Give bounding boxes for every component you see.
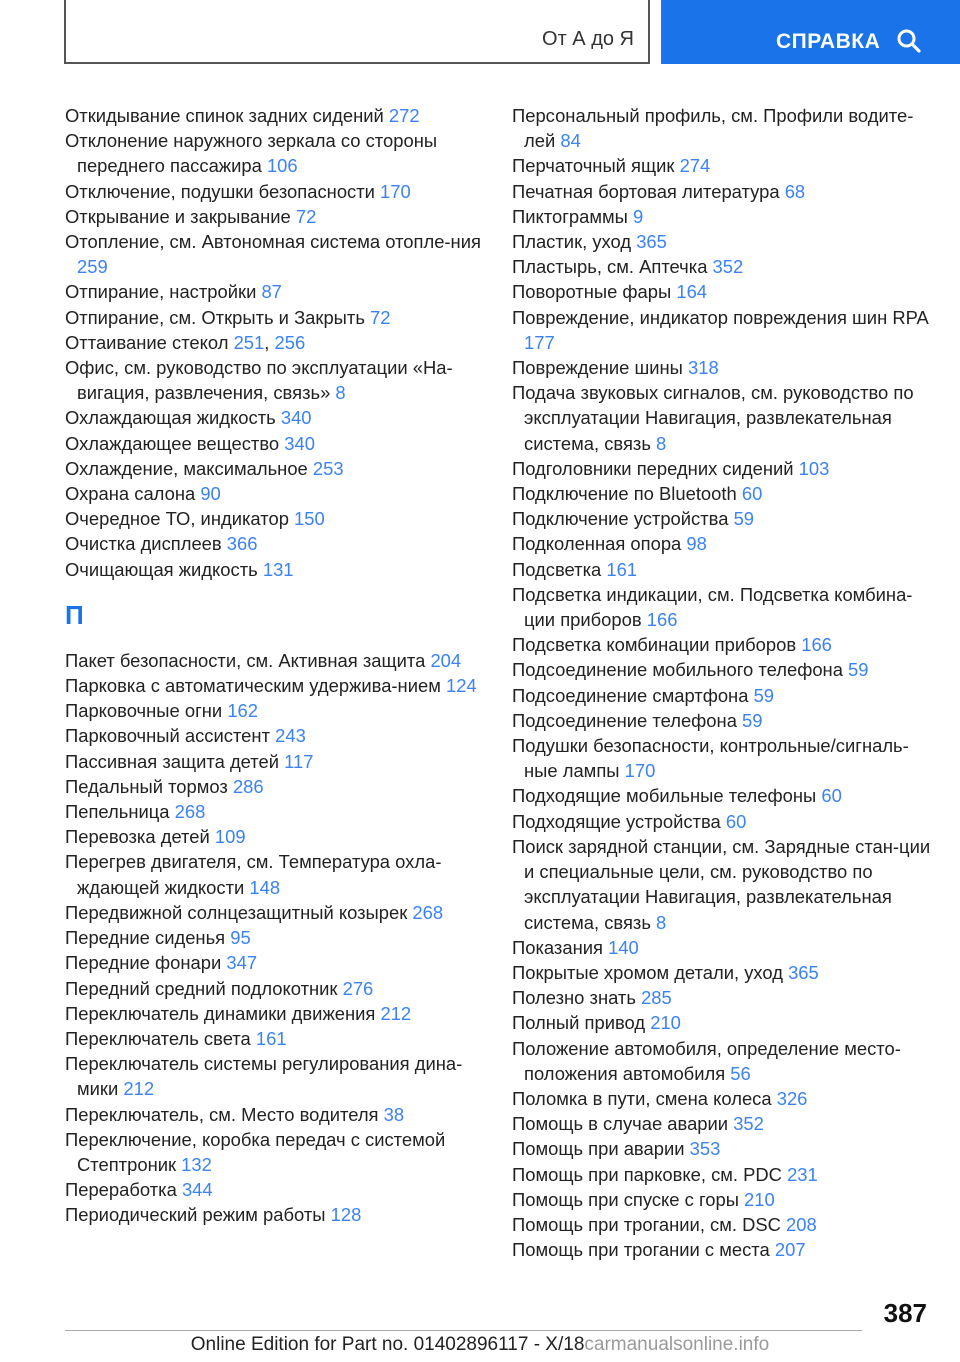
entry-term: Пепельница [65, 801, 175, 823]
entry-term: Подключение устройства [512, 508, 734, 530]
index-entry [65, 849, 485, 899]
entry-term: Покрытые хромом детали, уход [512, 961, 789, 983]
index-entry [512, 254, 937, 279]
page-link[interactable]: 87 [261, 281, 282, 303]
page-link[interactable]: 326 [776, 1087, 808, 1109]
page-link[interactable]: 59 [848, 659, 869, 681]
index-entry [65, 774, 485, 799]
page-link[interactable]: 253 [312, 457, 344, 479]
entry-term: Подходящие мобильные телефоны [512, 785, 822, 807]
search-icon[interactable] [896, 28, 922, 54]
entry-term: Оттаивание стекол [65, 331, 234, 353]
entry-term: Отклонение наружного зеркала со стороны переднего пассажира [65, 130, 438, 177]
page-link[interactable]: 84 [560, 130, 581, 152]
index-entry [65, 506, 485, 531]
index-entry [512, 683, 937, 708]
index-entry [512, 1111, 937, 1136]
index-entry [512, 481, 937, 506]
page-link[interactable]: 8 [335, 382, 346, 404]
entry-term: Передний средний подлокотник [65, 977, 343, 999]
page-link[interactable]: 268 [412, 901, 444, 923]
entry-term: Подключение по Bluetooth [512, 483, 742, 505]
entry-term: Подсветка комбинации приборов [512, 634, 802, 656]
page-link[interactable]: 347 [226, 952, 258, 974]
entry-term: Открывание и закрывание [65, 205, 296, 227]
page-link[interactable]: 8 [656, 432, 667, 454]
page-link[interactable]: 272 [388, 105, 420, 126]
page-link[interactable]: 164 [676, 281, 708, 303]
index-entry [65, 204, 485, 229]
index-entry [65, 279, 485, 304]
index-entry [65, 557, 485, 582]
index-entry [512, 229, 937, 254]
page-link[interactable]: 208 [786, 1213, 817, 1235]
page-link[interactable]: 340 [284, 432, 315, 454]
index-entry [512, 809, 937, 834]
page-link[interactable]: 150 [294, 508, 325, 530]
index-entry [65, 128, 485, 178]
index-entry [512, 834, 937, 935]
index-entry [512, 1162, 937, 1187]
footer [0, 1334, 960, 1362]
entry-term: Откидывание спинок задних сидений [65, 105, 389, 126]
entry-term: Помощь при трогании, см. DSC [512, 1213, 787, 1235]
page-link[interactable]: 59 [742, 709, 763, 731]
page-link[interactable]: 353 [689, 1138, 721, 1160]
index-entry [65, 723, 485, 748]
entry-term: Очистка дисплеев [65, 533, 227, 555]
help-tab-label: СПРАВКА [776, 30, 881, 53]
entry-term: Переключатель, см. Место водителя [65, 1103, 384, 1125]
entry-term: Очищающая жидкость [65, 558, 263, 580]
entry-term: Охрана салона [65, 483, 201, 505]
index-entry [512, 733, 937, 783]
entry-term: Охлаждение, максимальное [65, 457, 313, 479]
entry-term: Помощь при парковке, см. PDC [512, 1163, 788, 1185]
entry-term: Очередное ТО, индикатор [65, 508, 295, 530]
index-column-right [512, 103, 937, 1262]
entry-term: Переработка [65, 1179, 182, 1201]
entry-term: Пиктограммы [512, 205, 633, 227]
index-entry [65, 1051, 485, 1101]
entry-term: Помощь при спуске с горы [512, 1188, 745, 1210]
page-link[interactable]: 170 [624, 760, 656, 782]
entry-term: Перчаточный ящик [512, 155, 680, 177]
entry-term: Полный привод [512, 1012, 651, 1034]
entries-p-continued [512, 103, 937, 1262]
entry-term: Поворотные фары [512, 281, 677, 303]
index-entry [512, 1086, 937, 1111]
page-link[interactable]: 103 [798, 457, 830, 479]
entry-term: Помощь при трогании с места [512, 1239, 775, 1261]
page-link[interactable]: 352 [712, 256, 744, 278]
index-entry [512, 657, 937, 682]
entry-term: Отпирание, настройки [65, 281, 262, 303]
index-entry [65, 749, 485, 774]
entry-term: Переключатель системы регулирования дина-мики [65, 1053, 463, 1100]
page-link[interactable]: 8 [656, 911, 667, 933]
index-entry [512, 506, 937, 531]
page-link[interactable]: 212 [380, 1002, 412, 1024]
entry-term: Пакет безопасности, см. Активная защита [65, 649, 431, 671]
entry-term: Повреждение шины [512, 357, 689, 379]
page-separator: , [264, 331, 275, 353]
page-link[interactable]: 256 [274, 331, 306, 353]
page-link[interactable]: 268 [174, 801, 206, 823]
page-link[interactable]: 117 [284, 750, 314, 772]
index-entry [512, 582, 937, 632]
index-entry [65, 405, 485, 430]
entry-term: Подсоединение смартфона [512, 684, 754, 706]
index-entry [65, 1001, 485, 1026]
page-link[interactable]: 344 [181, 1179, 213, 1201]
entry-term: Офис, см. руководство по эксплуатации «На-вигация, развлечения, связь» [65, 357, 453, 404]
index-entry [512, 935, 937, 960]
index-entry [512, 305, 937, 355]
index-entry [512, 380, 937, 456]
page-link[interactable]: 340 [280, 407, 312, 429]
page-link[interactable]: 72 [370, 306, 391, 328]
page-link[interactable]: 207 [774, 1239, 806, 1261]
entry-term: Переключение, коробка передач с системой Стептроник [65, 1128, 446, 1175]
page-link[interactable]: 170 [380, 180, 411, 202]
entry-term: Периодический режим работы [65, 1204, 331, 1226]
page-link[interactable]: 124 [445, 675, 477, 697]
index-entry [65, 698, 485, 723]
page-link[interactable]: 128 [330, 1204, 362, 1226]
entry-term: Педальный тормоз [65, 775, 233, 797]
page-link[interactable]: 365 [636, 231, 667, 253]
entry-term: Подсоединение телефона [512, 709, 743, 731]
index-column-left [65, 103, 485, 1228]
entry-term: Подсветка [512, 558, 607, 580]
index-entry [512, 708, 937, 733]
page-link[interactable]: 210 [650, 1012, 681, 1034]
edition-text: Online Edition for Part no. 01402896117 - X/18 [190, 1334, 585, 1355]
index-entry [512, 204, 937, 229]
index-entry [65, 1026, 485, 1051]
entry-term: Охлаждающая жидкость [65, 407, 281, 429]
section-letter: П [65, 599, 84, 630]
page-link[interactable]: 177 [524, 331, 555, 353]
entry-term: Показания [512, 936, 609, 958]
index-entry [512, 1212, 937, 1237]
index-entry [512, 1010, 937, 1035]
entry-term: Переключатель динамики движения [65, 1002, 381, 1024]
page-link[interactable]: 166 [801, 634, 832, 656]
index-tab[interactable] [64, 0, 650, 64]
page-link[interactable]: 231 [787, 1163, 818, 1185]
page-link[interactable]: 162 [227, 700, 258, 722]
page-link[interactable]: 60 [821, 785, 842, 807]
index-entry [65, 481, 485, 506]
index-entry [512, 153, 937, 178]
entry-term: Передние фонари [65, 952, 227, 974]
entry-term: Пассивная защита детей [65, 750, 285, 772]
entries-o [65, 103, 485, 582]
page-link[interactable]: 274 [679, 155, 711, 177]
entry-term: Перегрев двигателя, см. Температура охла-ждающей жидкости [65, 851, 442, 898]
index-entry [65, 456, 485, 481]
page-link[interactable]: 38 [383, 1103, 405, 1125]
index-entry [65, 305, 485, 330]
index-entry [65, 103, 485, 128]
index-entry [65, 1177, 485, 1202]
index-entry [65, 824, 485, 849]
index-entry [65, 531, 485, 556]
index-entry [65, 179, 485, 204]
index-entry [512, 1187, 937, 1212]
index-entry [65, 950, 485, 975]
entry-term: Печатная бортовая литература [512, 180, 785, 202]
index-entry [512, 1237, 937, 1262]
entry-term: Парковочные огни [65, 700, 228, 722]
page-link[interactable]: 72 [295, 205, 317, 227]
entry-term: Парковочный ассистент [65, 725, 276, 747]
footer-divider [65, 1330, 862, 1331]
page-link[interactable]: 352 [733, 1113, 764, 1135]
index-entry [65, 229, 485, 279]
index-entry [65, 431, 485, 456]
index-entry [512, 783, 937, 808]
entry-term: Персональный профиль, см. Профили водите-лей [512, 105, 914, 152]
entry-term: Подсветка индикации, см. Подсветка комбина-ции приборов [512, 583, 913, 631]
page-link[interactable]: 204 [430, 649, 462, 671]
page-link[interactable]: 243 [275, 725, 306, 747]
page-number: 387 [883, 1298, 927, 1328]
index-entry [65, 1202, 485, 1227]
entry-term: Пластик, уход [512, 231, 637, 253]
entries-p [65, 648, 485, 1228]
entry-term: Поиск зарядной станции, см. Зарядные стан-ции и специальные цели, см. руководство по эксплуатации Навигация, развлекательная система, связь [512, 835, 931, 933]
index-entry [65, 1127, 485, 1177]
index-entry [512, 960, 937, 985]
page-link[interactable]: 210 [744, 1188, 775, 1210]
page-link[interactable]: 251 [233, 331, 265, 353]
entry-term: Переключатель света [65, 1027, 256, 1049]
index-entry [512, 179, 937, 204]
index-entry [65, 673, 485, 698]
page-link[interactable]: 132 [181, 1153, 212, 1175]
index-entry [512, 103, 937, 153]
page-link[interactable]: 148 [249, 876, 281, 898]
page-link[interactable]: 365 [788, 961, 819, 983]
page-link[interactable]: 166 [646, 609, 678, 631]
index-entry [65, 1102, 485, 1127]
page-link[interactable]: 366 [226, 533, 258, 555]
page-link[interactable]: 140 [608, 936, 639, 958]
index-entry [512, 1036, 937, 1086]
index-entry [512, 531, 937, 556]
entry-term: Охлаждающее вещество [65, 432, 285, 454]
entry-term: Поломка в пути, смена колеса [512, 1087, 777, 1109]
page-link[interactable]: 212 [123, 1078, 155, 1100]
entry-term: Помощь в случае аварии [512, 1113, 734, 1135]
index-entry [512, 632, 937, 657]
page-link[interactable]: 285 [641, 987, 672, 1009]
index-entry [512, 355, 937, 380]
entry-term: Подача звуковых сигналов, см. руководство по эксплуатации Навигация, развлекательная система, связь [512, 382, 914, 454]
entry-term: Подходящие устройства [512, 810, 726, 832]
page-link[interactable]: 276 [342, 977, 374, 999]
entry-term: Парковка с автоматическим удержива-нием [65, 675, 446, 697]
page-link[interactable]: 68 [784, 180, 806, 202]
index-entry [65, 976, 485, 1001]
entry-term: Отопление, см. Автономная система отопле-ния [65, 231, 481, 253]
entry-term: Подушки безопасности, контрольные/сигналь-ные лампы [512, 735, 909, 782]
page-link[interactable]: 318 [688, 357, 719, 379]
entry-term: Положение автомобиля, определение место-положения автомобиля [512, 1037, 901, 1084]
entry-term: Помощь при аварии [512, 1138, 690, 1160]
page-link[interactable]: 59 [753, 684, 775, 706]
page-link[interactable]: 56 [730, 1062, 751, 1084]
entry-term: Передние сиденья [65, 927, 231, 949]
entry-term: Подсоединение мобильного телефона [512, 659, 849, 681]
page-link[interactable]: 60 [725, 810, 747, 832]
page-link[interactable]: 9 [632, 205, 644, 227]
index-tab-label: От А до Я [542, 28, 634, 50]
help-tab[interactable] [661, 0, 960, 64]
index-entry [65, 648, 485, 673]
index-entry [65, 799, 485, 824]
page-link[interactable]: 259 [77, 256, 108, 278]
page-link[interactable]: 59 [733, 508, 755, 530]
index-entry [512, 1136, 937, 1161]
entry-term: Отпирание, см. Открыть и Закрыть [65, 306, 371, 328]
entry-term: Передвижной солнцезащитный козырек [65, 901, 413, 923]
entry-term: Повреждение, индикатор повреждения шин RPA [512, 306, 928, 328]
page-link[interactable]: 90 [200, 483, 221, 505]
entry-term: Подголовники передних сидений [512, 457, 799, 479]
entry-term: Отключение, подушки безопасности [65, 180, 381, 202]
index-entry [512, 557, 937, 582]
page-link[interactable]: 60 [741, 483, 763, 505]
page-link[interactable]: 286 [232, 775, 264, 797]
page-link[interactable]: 161 [255, 1027, 287, 1049]
entry-term: Перевозка детей [65, 826, 215, 848]
page-link[interactable]: 95 [230, 927, 251, 949]
index-entry [65, 925, 485, 950]
index-entry [65, 330, 485, 355]
index-entry [512, 279, 937, 304]
entry-term: Полезно знать [512, 987, 642, 1009]
index-entry [65, 355, 485, 405]
index-entry [512, 456, 937, 481]
page-link[interactable]: 98 [686, 533, 707, 555]
index-entry [65, 900, 485, 925]
page-link[interactable]: 131 [262, 558, 294, 580]
entry-term: Пластырь, см. Аптечка [512, 256, 713, 278]
page-link[interactable]: 161 [606, 558, 638, 580]
entry-term: Подколенная опора [512, 533, 687, 555]
index-entry [512, 985, 937, 1010]
page-link[interactable]: 109 [214, 826, 246, 848]
watermark-text: carmanualsonline.info [584, 1334, 770, 1355]
page-link[interactable]: 106 [266, 155, 298, 177]
